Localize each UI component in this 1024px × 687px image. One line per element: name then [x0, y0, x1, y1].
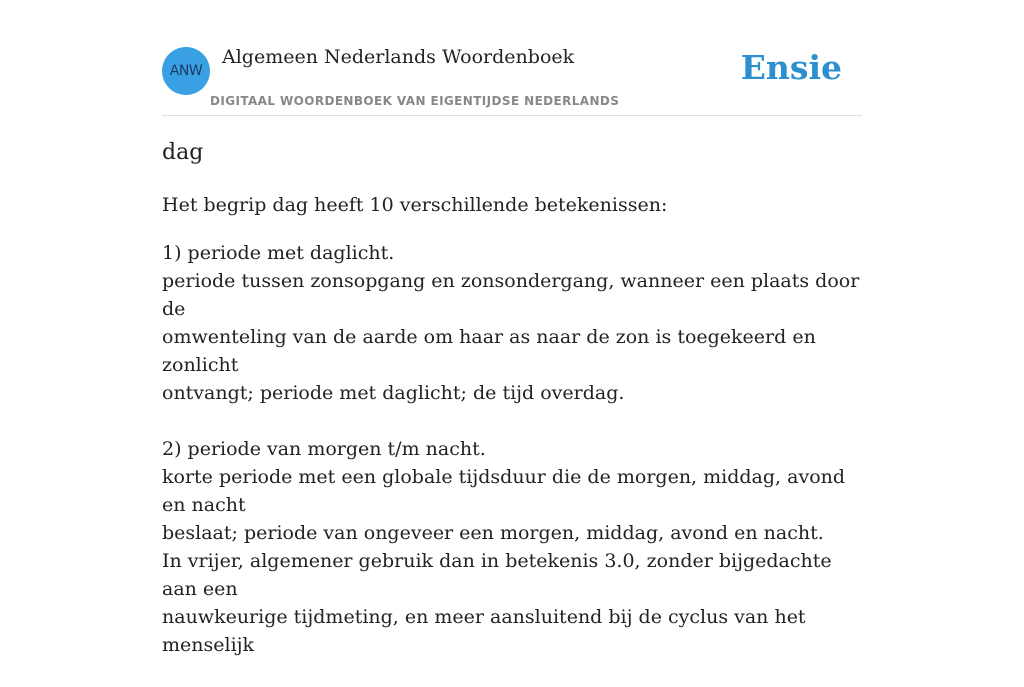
anw-logo[interactable]	[162, 47, 210, 95]
definition-2-title: 2) periode van morgen t/m nacht.	[162, 438, 486, 460]
definitions-list	[162, 239, 862, 687]
definition-1-text-line: ontvangt; periode met daglicht; de tijd overdag.	[162, 382, 625, 404]
definition-2-text-line: beslaat; periode van ongeveer een morgen, middag, avond en nacht.	[162, 522, 824, 544]
ensie-brand-link[interactable]: Ensie	[740, 48, 842, 87]
headword: dag	[162, 140, 204, 165]
site-subtitle: DIGITAAL WOORDENBOEK VAN EIGENTIJDSE NEDERLANDS	[210, 94, 620, 108]
definition-1-text-line: omwenteling van de aarde om haar as naar de zon is toegekeerd en zonlicht	[162, 326, 816, 376]
definition-2-text-line: nauwkeurige tijdmeting, en meer aansluitend bij de cyclus van het menselijk	[162, 606, 806, 656]
definition-2	[162, 435, 862, 659]
definition-2-text-line: In vrijer, algemener gebruik dan in betekenis 3.0, zonder bijgedachte aan een	[162, 550, 832, 600]
site-title[interactable]: Algemeen Nederlands Woordenboek	[222, 46, 575, 68]
header-divider	[162, 115, 862, 116]
entry-intro: Het begrip dag heeft 10 verschillende betekenissen:	[162, 194, 668, 216]
logo-text: ANW	[169, 63, 203, 79]
definition-2-text-line: korte periode met een globale tijdsduur die de morgen, middag, avond en nacht	[162, 466, 846, 516]
definition-1-title: 1) periode met daglicht.	[162, 242, 395, 264]
definition-1-text-line: periode tussen zonsopgang en zonsondergang, wanneer een plaats door de	[162, 270, 860, 320]
definition-1	[162, 239, 862, 407]
